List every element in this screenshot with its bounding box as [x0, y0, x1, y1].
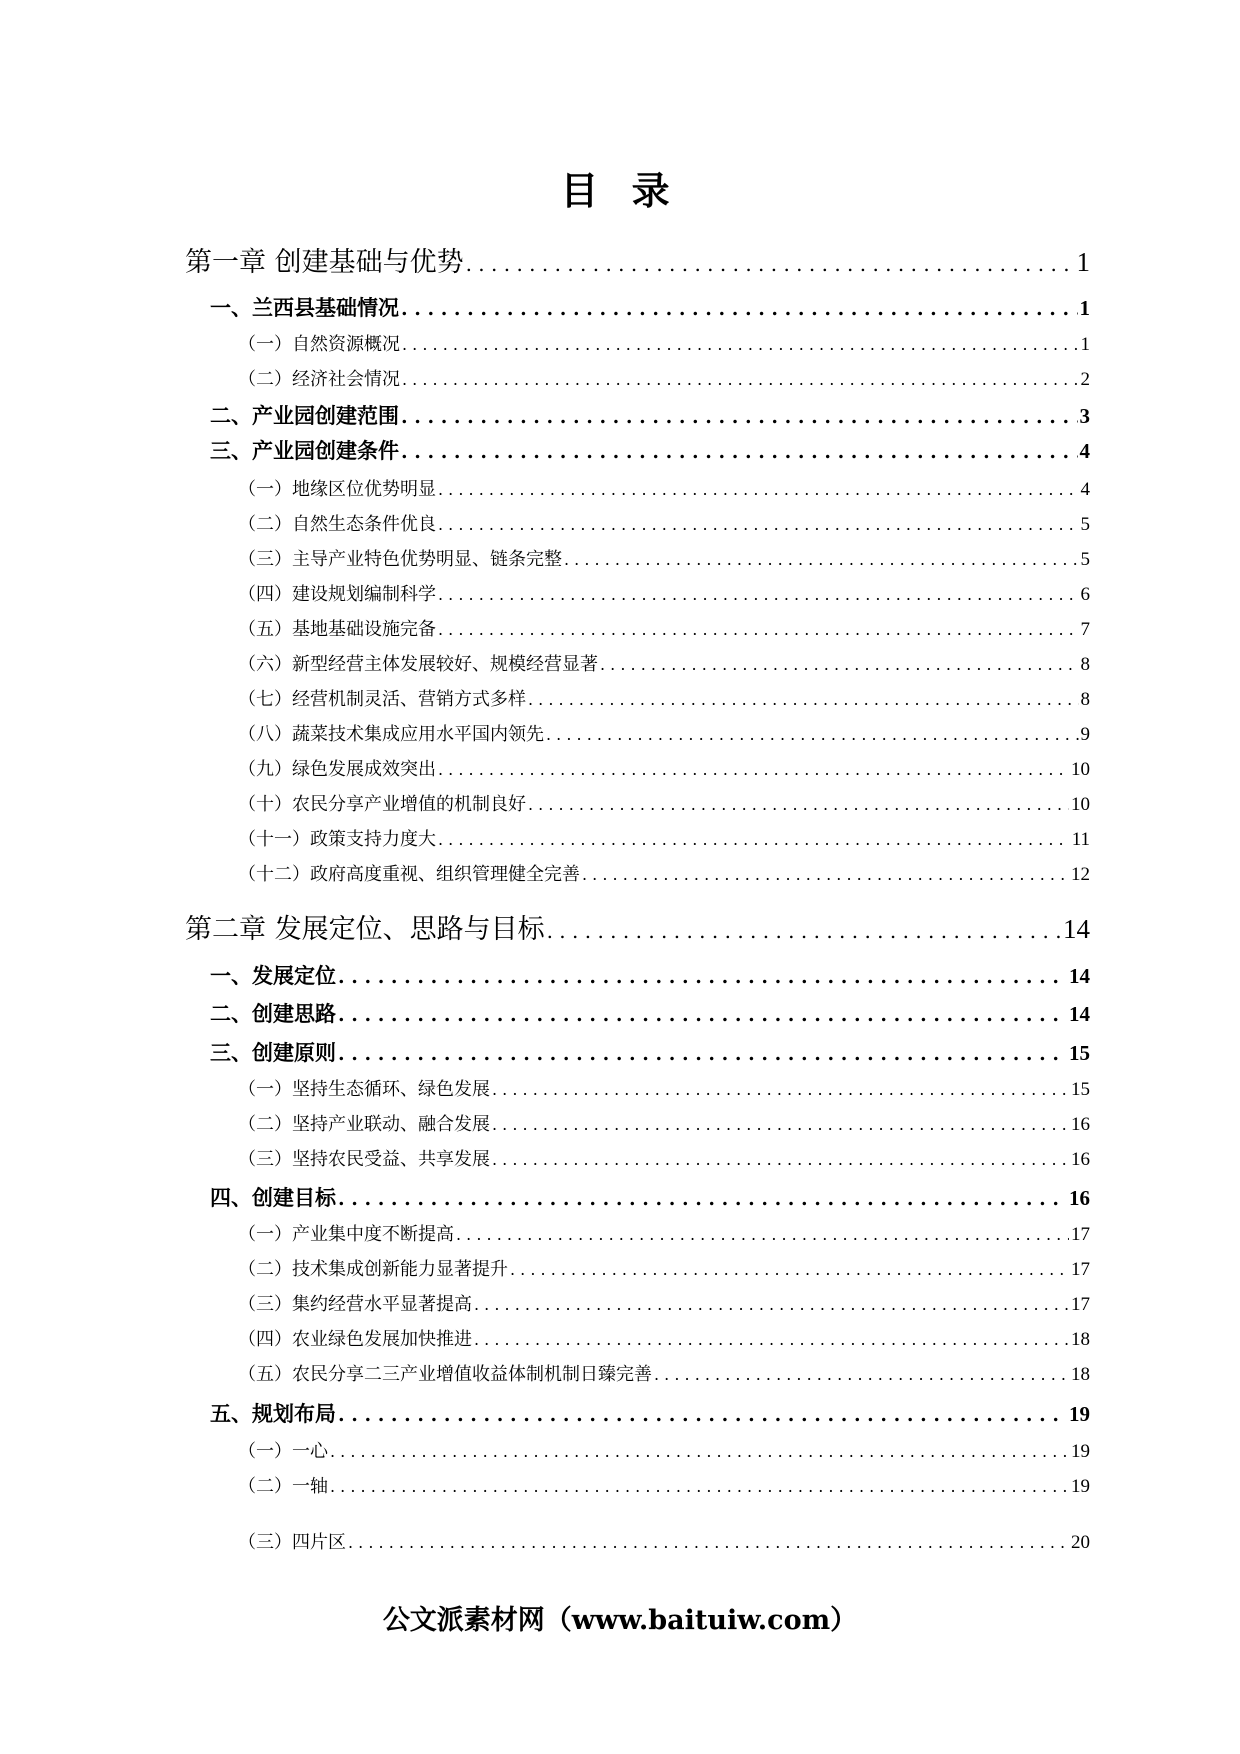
toc-entry-sub[interactable] — [238, 755, 1090, 781]
toc-entry-sub[interactable] — [238, 1110, 1090, 1136]
toc-dot-leader — [474, 1295, 1069, 1314]
toc-entry-sub[interactable] — [238, 580, 1090, 606]
toc-entry-page-number: 19 — [1069, 1402, 1090, 1426]
toc-entry-page-number: 12 — [1071, 864, 1090, 885]
toc-entry-sub[interactable] — [238, 825, 1090, 851]
toc-dot-leader — [338, 1188, 1067, 1210]
toc-entry-sub[interactable] — [238, 685, 1090, 711]
toc-entry-page-number: 16 — [1071, 1114, 1090, 1135]
toc-entry-page-number: 4 — [1079, 439, 1090, 463]
toc-entry-page-number: 1 — [1080, 334, 1090, 355]
toc-dot-leader — [402, 370, 1079, 389]
toc-entry-page-number: 18 — [1071, 1364, 1090, 1385]
toc-entry-sub[interactable] — [238, 1145, 1090, 1171]
toc-dot-leader — [401, 298, 1078, 320]
toc-entry-chapter[interactable] — [185, 907, 1090, 946]
toc-entry-label: （二）经济社会情况 — [238, 369, 400, 390]
toc-dot-leader — [438, 620, 1079, 639]
toc-entry-page-number: 9 — [1080, 724, 1090, 745]
toc-entry-label: 四、创建目标 — [210, 1186, 336, 1210]
toc-entry-label: （二）技术集成创新能力显著提升 — [238, 1259, 508, 1280]
toc-dot-leader — [348, 1533, 1069, 1552]
toc-entry-sub[interactable] — [238, 1220, 1090, 1246]
toc-entry-label: （一）产业集中度不断提高 — [238, 1224, 454, 1245]
toc-entry-label: （三）坚持农民受益、共享发展 — [238, 1149, 490, 1170]
toc-entry-page-number: 14 — [1069, 964, 1090, 988]
toc-entry-label: 二、创建思路 — [210, 1002, 336, 1026]
toc-dot-leader — [456, 1225, 1069, 1244]
toc-entry-page-number: 19 — [1071, 1441, 1090, 1462]
toc-entry-page-number: 17 — [1071, 1294, 1090, 1315]
toc-entry-page-number: 15 — [1071, 1079, 1090, 1100]
toc-entry-label: 三、产业园创建条件 — [210, 439, 399, 463]
toc-dot-leader — [547, 919, 1061, 943]
toc-entry-label: （一）一心 — [238, 1441, 328, 1462]
toc-entry-sub[interactable] — [238, 615, 1090, 641]
toc-entry-sub[interactable] — [238, 1075, 1090, 1101]
toc-entry-section[interactable] — [210, 292, 1090, 322]
toc-entry-label: （十一）政策支持力度大 — [238, 829, 436, 850]
page-title: 目 录 — [560, 169, 680, 213]
toc-entry-page-number: 18 — [1071, 1329, 1090, 1350]
toc-dot-leader — [438, 480, 1079, 499]
toc-entry-label: （三）主导产业特色优势明显、链条完整 — [238, 549, 562, 570]
toc-entry-sub[interactable] — [238, 1528, 1090, 1554]
toc-entry-section[interactable] — [210, 1182, 1090, 1212]
toc-dot-leader — [582, 865, 1069, 884]
toc-entry-page-number: 2 — [1080, 369, 1090, 390]
toc-entry-sub[interactable] — [238, 1325, 1090, 1351]
toc-entry-label: （七）经营机制灵活、营销方式多样 — [238, 689, 526, 710]
toc-entry-page-number: 8 — [1080, 689, 1090, 710]
toc-dot-leader — [492, 1150, 1069, 1169]
toc-dot-leader — [338, 1404, 1067, 1426]
toc-entry-page-number: 16 — [1071, 1149, 1090, 1170]
toc-entry-label: （四）建设规划编制科学 — [238, 584, 436, 605]
toc-entry-page-number: 11 — [1071, 829, 1090, 850]
toc-entry-page-number: 5 — [1080, 549, 1090, 570]
toc-entry-page-number: 17 — [1071, 1259, 1090, 1280]
toc-entry-page-number: 4 — [1080, 479, 1090, 500]
toc-entry-sub[interactable] — [238, 1360, 1090, 1386]
toc-entry-label: 第二章 发展定位、思路与目标 — [185, 914, 545, 945]
toc-entry-page-number: 19 — [1071, 1476, 1090, 1497]
toc-dot-leader — [401, 441, 1078, 463]
toc-entry-label: （一）自然资源概况 — [238, 334, 400, 355]
toc-entry-page-number: 7 — [1080, 619, 1090, 640]
toc-entry-section[interactable] — [210, 435, 1090, 465]
toc-entry-chapter[interactable] — [185, 240, 1090, 279]
toc-entry-page-number: 16 — [1069, 1186, 1090, 1210]
watermark-footer: 公文派素材网（www.baituiw.com） — [382, 1605, 858, 1636]
toc-entry-page-number: 20 — [1071, 1532, 1090, 1553]
toc-dot-leader — [654, 1365, 1069, 1384]
toc-entry-sub[interactable] — [238, 790, 1090, 816]
toc-entry-sub[interactable] — [238, 545, 1090, 571]
toc-dot-leader — [528, 795, 1069, 814]
toc-entry-label: 五、规划布局 — [210, 1402, 336, 1426]
toc-entry-page-number: 6 — [1080, 584, 1090, 605]
toc-entry-label: （八）蔬菜技术集成应用水平国内领先 — [238, 724, 544, 745]
toc-entry-page-number: 15 — [1069, 1041, 1090, 1065]
toc-entry-sub[interactable] — [238, 1437, 1090, 1463]
toc-dot-leader — [474, 1330, 1069, 1349]
toc-dot-leader — [528, 690, 1079, 709]
toc-entry-section[interactable] — [210, 998, 1090, 1028]
toc-entry-label: （五）农民分享二三产业增值收益体制机制日臻完善 — [238, 1364, 652, 1385]
toc-dot-leader — [402, 335, 1079, 354]
toc-dot-leader — [438, 760, 1069, 779]
toc-dot-leader — [338, 966, 1067, 988]
toc-entry-section[interactable] — [210, 400, 1090, 430]
toc-entry-page-number: 10 — [1071, 794, 1090, 815]
toc-entry-label: 二、产业园创建范围 — [210, 404, 399, 428]
toc-entry-page-number: 14 — [1063, 914, 1090, 944]
toc-entry-page-number: 1 — [1079, 296, 1090, 320]
toc-entry-label: （一）坚持生态循环、绿色发展 — [238, 1079, 490, 1100]
toc-dot-leader — [438, 830, 1070, 849]
toc-dot-leader — [438, 515, 1079, 534]
toc-dot-leader — [438, 585, 1079, 604]
toc-entry-page-number: 3 — [1079, 404, 1090, 428]
toc-dot-leader — [492, 1115, 1069, 1134]
toc-entry-page-number: 8 — [1080, 654, 1090, 675]
toc-entry-page-number: 5 — [1080, 514, 1090, 535]
toc-entry-label: （十二）政府高度重视、组织管理健全完善 — [238, 864, 580, 885]
toc-entry-page-number: 17 — [1071, 1224, 1090, 1245]
toc-dot-leader — [510, 1260, 1069, 1279]
toc-entry-label: （二）一轴 — [238, 1476, 328, 1497]
toc-entry-sub[interactable] — [238, 475, 1090, 501]
toc-entry-label: （二）坚持产业联动、融合发展 — [238, 1114, 490, 1135]
toc-entry-section[interactable] — [210, 960, 1090, 990]
toc-entry-page-number: 1 — [1076, 247, 1090, 277]
toc-entry-sub[interactable] — [238, 650, 1090, 676]
toc-entry-label: 第一章 创建基础与优势 — [185, 247, 464, 278]
toc-entry-label: 一、兰西县基础情况 — [210, 296, 399, 320]
toc-entry-label: 三、创建原则 — [210, 1041, 336, 1065]
toc-dot-leader — [338, 1043, 1067, 1065]
toc-entry-sub[interactable] — [238, 860, 1090, 886]
toc-entry-sub[interactable] — [238, 1255, 1090, 1281]
toc-entry-sub[interactable] — [238, 1290, 1090, 1316]
toc-dot-leader — [600, 655, 1079, 674]
toc-dot-leader — [466, 252, 1075, 276]
toc-entry-sub[interactable] — [238, 510, 1090, 536]
toc-dot-leader — [492, 1080, 1069, 1099]
toc-entry-page-number: 14 — [1069, 1002, 1090, 1026]
toc-entry-label: （六）新型经营主体发展较好、规模经营显著 — [238, 654, 598, 675]
toc-entry-label: 一、发展定位 — [210, 964, 336, 988]
toc-entry-label: （一）地缘区位优势明显 — [238, 479, 436, 500]
toc-dot-leader — [401, 406, 1078, 428]
toc-dot-leader — [546, 725, 1079, 744]
toc-entry-label: （三）四片区 — [238, 1532, 346, 1553]
toc-entry-label: （三）集约经营水平显著提高 — [238, 1294, 472, 1315]
toc-dot-leader — [338, 1004, 1067, 1026]
toc-dot-leader — [330, 1477, 1069, 1496]
toc-entry-label: （五）基地基础设施完备 — [238, 619, 436, 640]
toc-entry-sub[interactable] — [238, 365, 1090, 391]
toc-entry-sub[interactable] — [238, 720, 1090, 746]
toc-entry-section[interactable] — [210, 1398, 1090, 1428]
toc-entry-sub[interactable] — [238, 330, 1090, 356]
toc-entry-label: （十）农民分享产业增值的机制良好 — [238, 794, 526, 815]
toc-dot-leader — [564, 550, 1079, 569]
toc-entry-page-number: 10 — [1071, 759, 1090, 780]
toc-entry-label: （二）自然生态条件优良 — [238, 514, 436, 535]
toc-entry-section[interactable] — [210, 1037, 1090, 1067]
toc-entry-label: （九）绿色发展成效突出 — [238, 759, 436, 780]
toc-dot-leader — [330, 1442, 1069, 1461]
toc-entry-sub[interactable] — [238, 1472, 1090, 1498]
toc-entry-label: （四）农业绿色发展加快推进 — [238, 1329, 472, 1350]
